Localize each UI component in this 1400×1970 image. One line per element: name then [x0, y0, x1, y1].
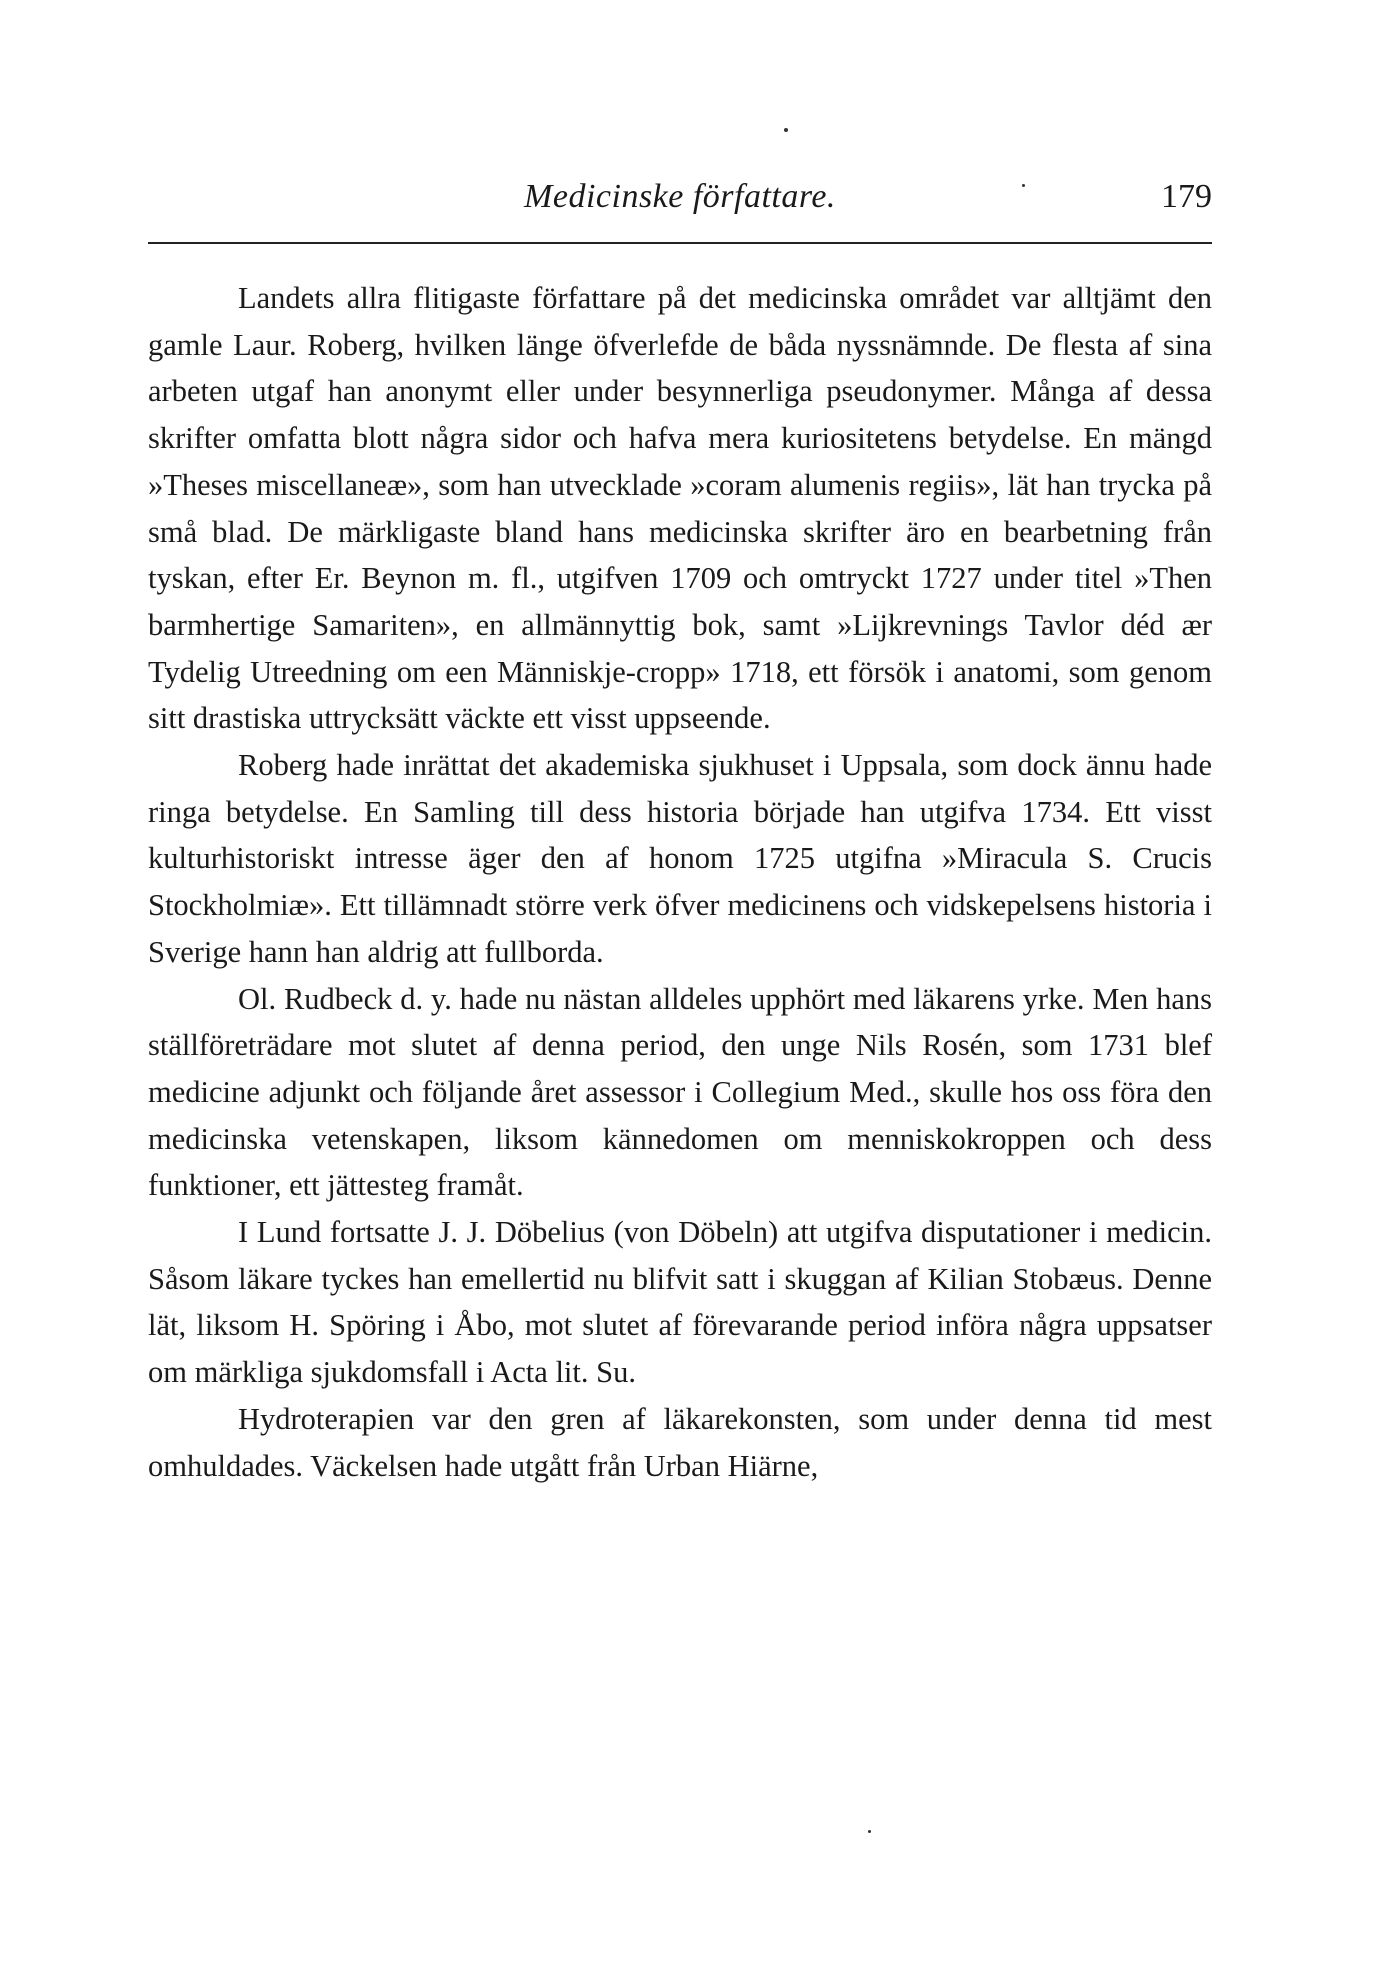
paragraph: Roberg hade inrättat det akademiska sjukhuset i Uppsala, som dock ännu hade ringa betydelse. En Samling till dess historia började han utgifva 1734. Ett visst kulturhistoriskt intresse äger den af honom 1725 utgifna »Miracula S. Crucis Stockholmiæ». Ett tillämnadt större verk öfver medicinens och vidskepelsens historia i Sverige hann han aldrig att fullborda. [148, 748, 1212, 969]
header-rule [148, 242, 1212, 244]
body-text [148, 275, 1212, 1489]
paragraph: Landets allra flitigaste författare på det medicinska området var alltjämt den gamle Laur. Roberg, hvilken länge öfverlefde de båda nyssnämnde. De flesta af sina arbeten utgaf han anonymt eller under besynnerliga pseudonymer. Många af dessa skrifter omfatta blott några sidor och hafva mera kuriositetens betydelse. En mängd »Theses miscellaneæ», som han utvecklade »coram alumenis regiis», lät han trycka på små blad. De märkligaste bland hans medicinska skrifter äro en bearbetning från tyskan, efter Er. Beynon m. fl., utgifven 1709 och omtryckt 1727 under titel »Then barmhertige Samariten», en allmännyttig bok, samt »Lijkrevnings Tavlor déd ær Tydelig Utreedning om een Människje-cropp» 1718, ett försök i anatomi, som genom sitt drastiska uttrycksätt väckte ett visst uppseende. [148, 281, 1212, 736]
paragraph: Hydroterapien var den gren af läkarekonsten, som under denna tid mest omhuldades. Väckelsen hade utgått från Urban Hiärne, [148, 1401, 1212, 1483]
paragraph: Ol. Rudbeck d. y. hade nu nästan alldeles upphört med läkarens yrke. Men hans ställföreträdare mot slutet af denna period, den unge Nils Rosén, som 1731 blef medicine adjunkt och följande året assessor i Collegium Med., skulle hos oss föra den medicinska vetenskapen, liksom kännedomen om menniskokroppen och dess funktioner, ett jättesteg framåt. [148, 981, 1212, 1203]
running-head [148, 178, 1212, 238]
paragraph: I Lund fortsatte J. J. Döbelius (von Döbeln) att utgifva disputationer i medicin. Såsom läkare tyckes han emellertid nu blifvit satt i skuggan af Kilian Stobæus. Denne lät, liksom H. Spöring i Åbo, mot slutet af förevarande period införa några uppsatser om märkliga sjukdomsfall i Acta lit. Su. [148, 1215, 1212, 1390]
running-title: Medicinske författare. [524, 178, 836, 215]
page-number: 179 [1161, 178, 1212, 215]
print-speck [1022, 184, 1025, 187]
print-speck [868, 1830, 871, 1833]
print-speck [784, 128, 788, 132]
